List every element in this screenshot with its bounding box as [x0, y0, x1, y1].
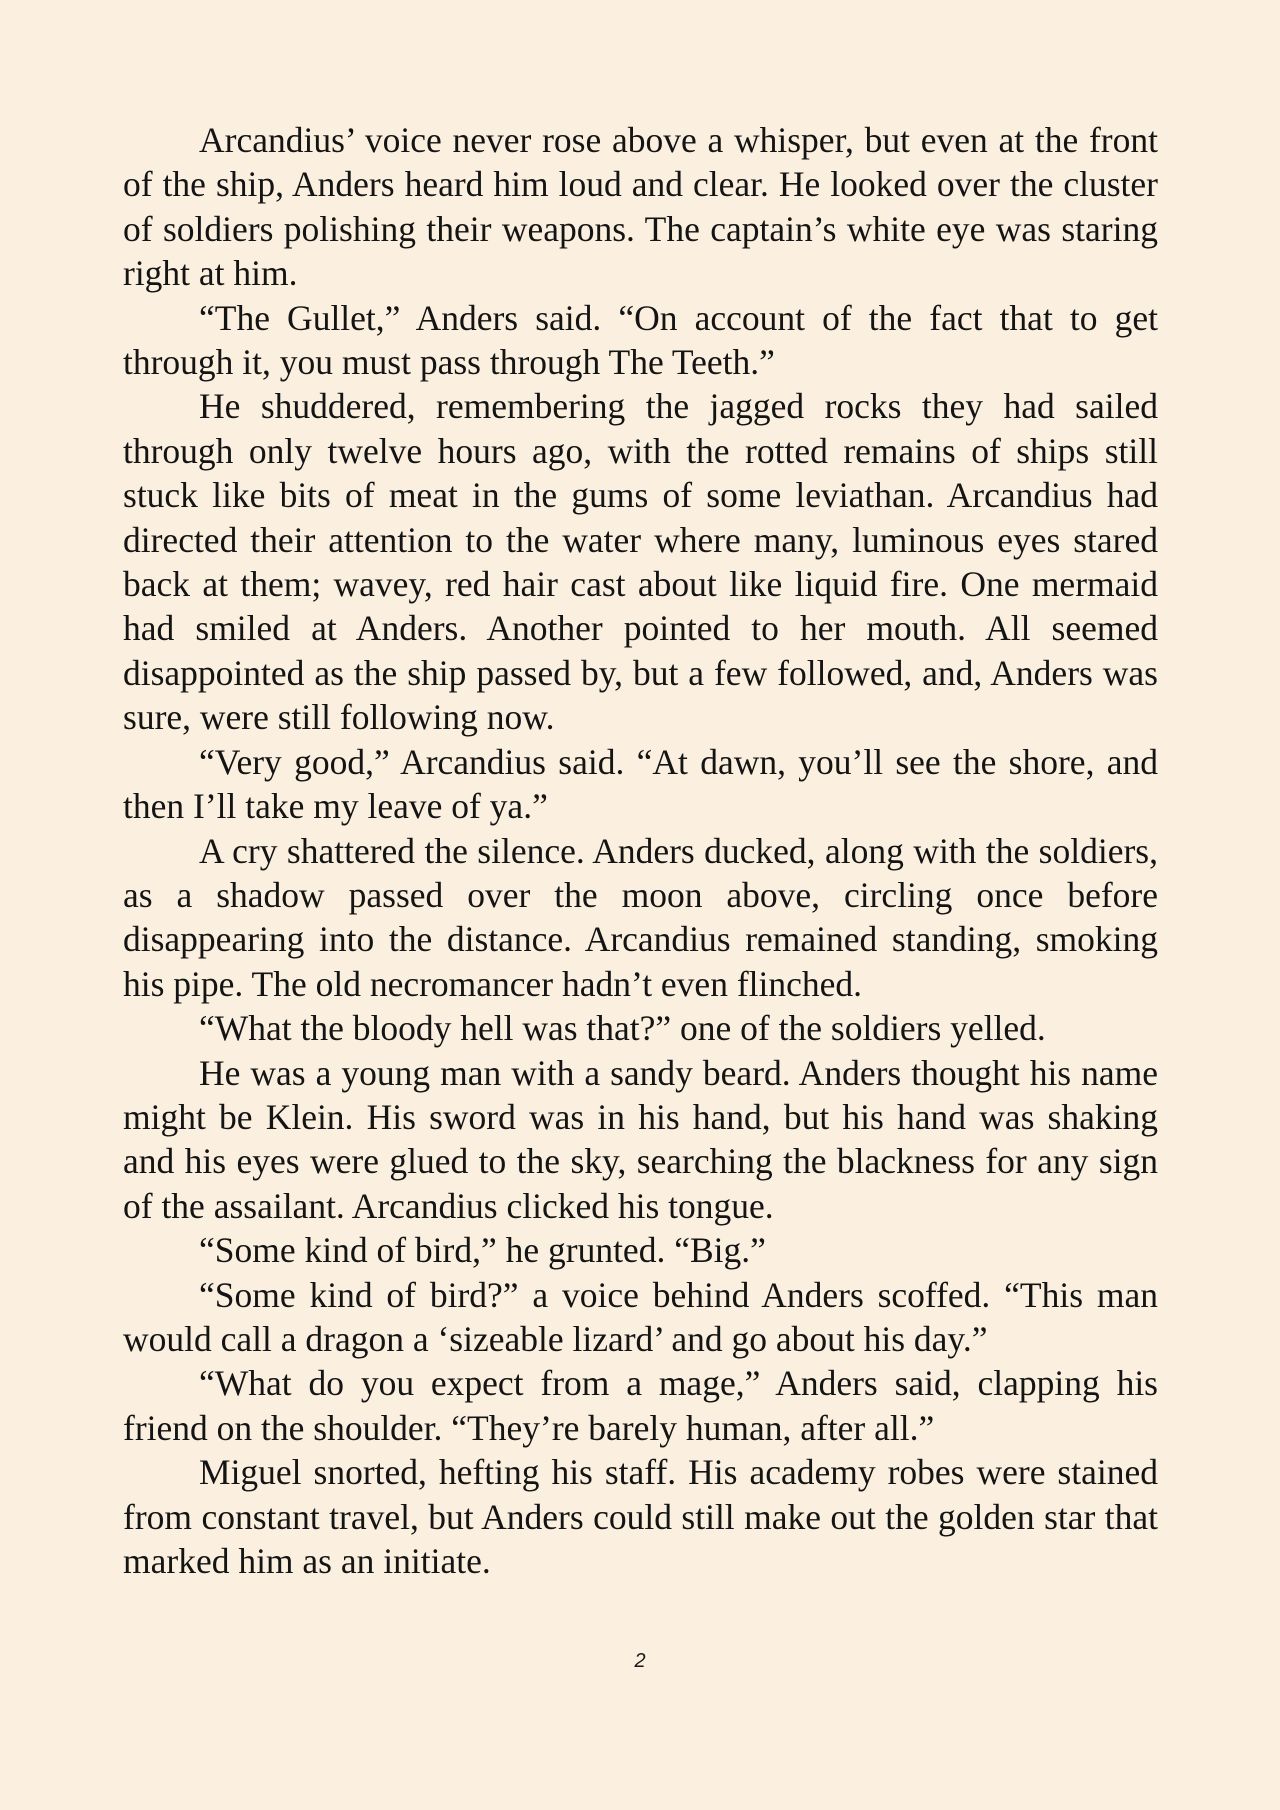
paragraph: “Very good,” Arcandius said. “At dawn, you’ll see the shore, and then I’ll take my leave of ya.” — [123, 741, 1158, 827]
paragraph: “What do you expect from a mage,” Anders said, clapping his friend on the shoulder. “They’re barely human, after all.” — [123, 1363, 1158, 1448]
paragraph: A cry shattered the silence. Anders ducked, along with the soldiers, as a shadow passed over the moon above, circling once before disappearing into the distance. Arcandius remained standing, smoking his pipe. The old necromancer hadn’t even flinched. — [123, 830, 1158, 1004]
paragraph: “Some kind of bird?” a voice behind Anders scoffed. “This man would call a dragon a ‘sizeable lizard’ and go about his day.” — [123, 1274, 1158, 1359]
paragraph: “Some kind of bird,” he grunted. “Big.” — [199, 1230, 766, 1271]
paragraph: He shuddered, remembering the jagged rocks they had sailed through only twelve hours ago, with the rotted remains of ships still stuck like bits of meat in the gums of some leviathan. Arcandius had directed their attention to the water where many, luminous eyes stared back at them; wavey, red hair cast about like liquid fire. One mermaid had smiled at Anders. Another pointed to her mouth. All seemed disappointed as the ship passed by, but a few followed, and, Anders was sure, were still following now. — [123, 386, 1158, 738]
page-body — [123, 118, 1158, 1583]
paragraph: “What the bloody hell was that?” one of the soldiers yelled. — [199, 1008, 1046, 1049]
paragraph: He was a young man with a sandy beard. Anders thought his name might be Klein. His sword was in his hand, but his hand was shaking and his eyes were glued to the sky, searching the blackness for any sign of the assailant. Arcandius clicked his tongue. — [123, 1052, 1158, 1226]
page-number: 2 — [634, 1650, 646, 1672]
paragraph: Arcandius’ voice never rose above a whisper, but even at the front of the ship, Anders heard him loud and clear. He looked over the cluster of soldiers polishing their weapons. The captain’s white eye was staring right at him. — [123, 120, 1158, 294]
paragraph: “The Gullet,” Anders said. “On account of the fact that to get through it, you must pass through The Teeth.” — [123, 297, 1158, 383]
paragraph: Miguel snorted, hefting his staff. His academy robes were stained from constant travel, but Anders could still make out the golden star that marked him as an initiate. — [123, 1452, 1158, 1581]
